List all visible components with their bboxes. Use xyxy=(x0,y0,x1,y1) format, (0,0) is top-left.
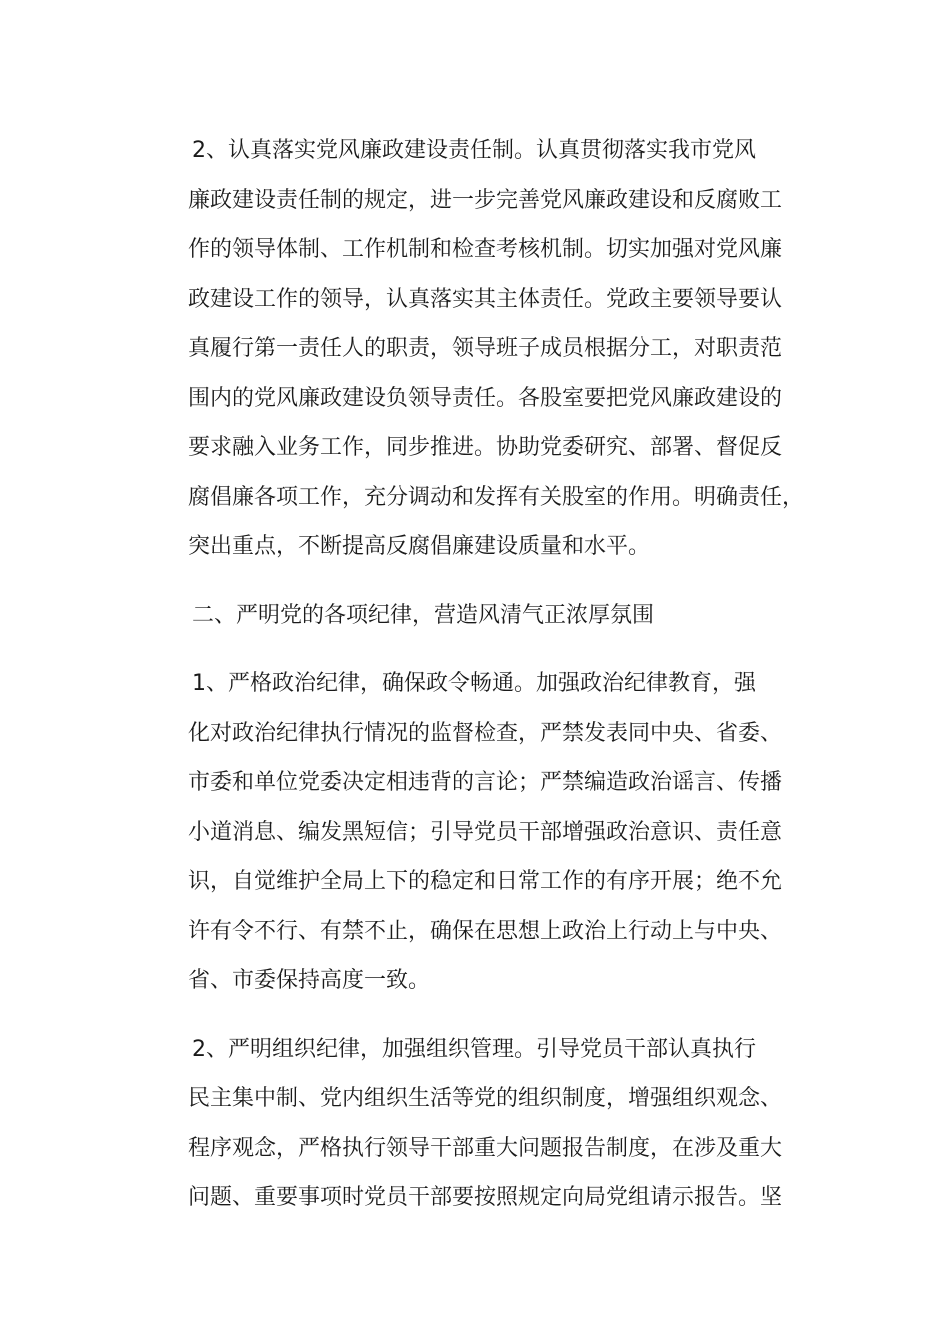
paragraph-responsibility-system xyxy=(144,126,812,572)
text-line: 问题、重要事项时党员干部要按照规定向局党组请示报告。坚 xyxy=(188,1185,783,1210)
text-line: 突出重点，不断提高反腐倡廉建设质量和水平。 xyxy=(188,534,651,559)
text-line: 腐倡廉各项工作，充分调动和发挥有关股室的作用。明确责任， xyxy=(188,484,805,510)
text-line: 市委和单位党委决定相违背的言论；严禁编造政治谣言、传播 xyxy=(188,770,783,795)
text-line: 二、严明党的各项纪律，营造风清气正浓厚氛围 xyxy=(192,602,655,628)
text-line: 许有令不行、有禁不止，确保在思想上政治上行动上与中央、 xyxy=(188,918,783,944)
text-line: 识，自觉维护全局上下的稳定和日常工作的有序开展；绝不允 xyxy=(188,869,783,894)
document-body xyxy=(144,126,812,1242)
text-line: 要求融入业务工作，同步推进。协助党委研究、部署、督促反 xyxy=(188,435,783,460)
text-line: 政建设工作的领导，认真落实其主体责任。党政主要领导要认 xyxy=(188,286,783,312)
text-line: 围内的党风廉政建设负领导责任。各股室要把党风廉政建设的 xyxy=(188,385,783,411)
text-line: 2、认真落实党风廉政建设责任制。认真贯彻落实我市党风 xyxy=(192,138,756,163)
paragraph-organizational-discipline xyxy=(144,1025,812,1223)
text-line: 民主集中制、党内组织生活等党的组织制度，增强组织观念、 xyxy=(188,1086,783,1111)
text-line: 廉政建设责任制的规定，进一步完善党风廉政建设和反腐败工 xyxy=(188,187,783,213)
text-line: 2、严明组织纪律，加强组织管理。引导党员干部认真执行 xyxy=(192,1036,756,1062)
text-line: 作的领导体制、工作机制和检查考核机制。切实加强对党风廉 xyxy=(188,237,783,262)
text-line: 小道消息、编发黑短信；引导党员干部增强政治意识、责任意 xyxy=(188,819,783,845)
paragraph-political-discipline xyxy=(144,659,812,1006)
text-line: 真履行第一责任人的职责，领导班子成员根据分工，对职责范 xyxy=(188,336,783,361)
section-heading-discipline xyxy=(144,591,812,641)
text-line: 程序观念，严格执行领导干部重大问题报告制度，在涉及重大 xyxy=(188,1135,783,1161)
text-line: 省、市委保持高度一致。 xyxy=(188,968,431,993)
text-line: 1、严格政治纪律，确保政令畅通。加强政治纪律教育，强 xyxy=(192,671,756,696)
text-line: 化对政治纪律执行情况的监督检查，严禁发表同中央、省委、 xyxy=(188,720,783,746)
